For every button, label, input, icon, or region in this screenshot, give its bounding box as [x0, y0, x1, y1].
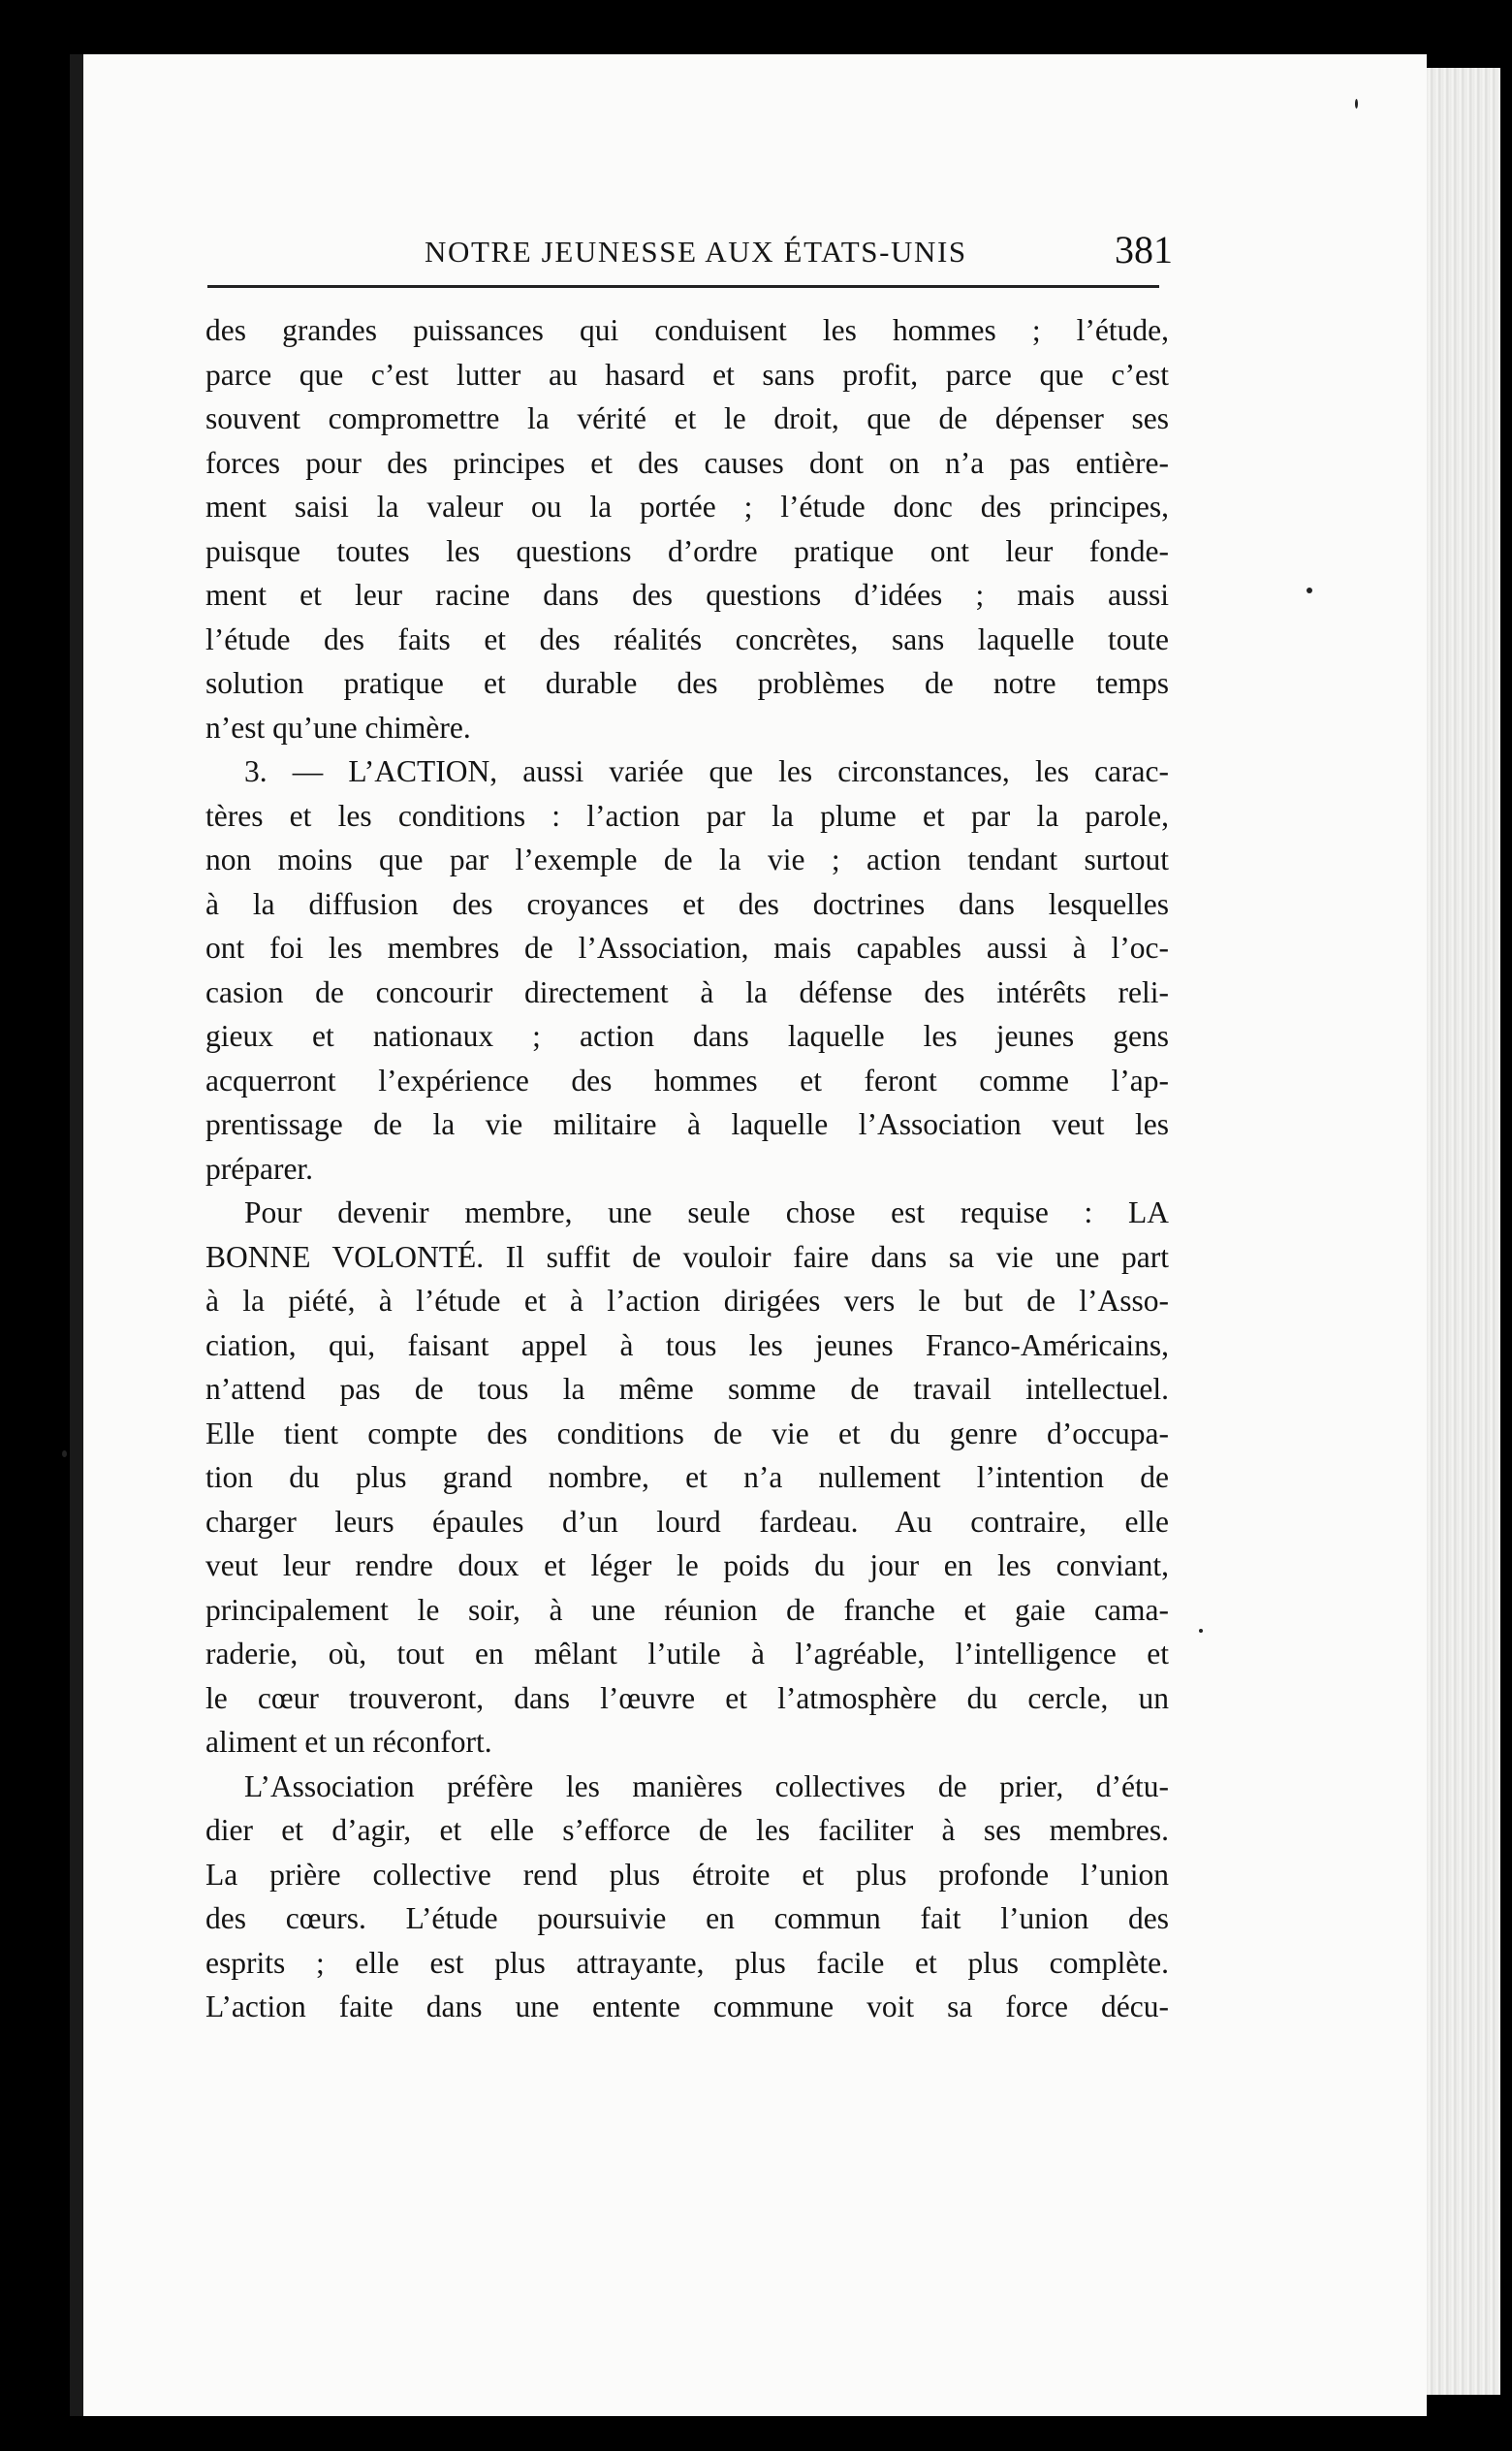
text-line: ont foi les membres de l’Association, mais capables aussi à l’oc-	[205, 931, 1169, 965]
text-line: BONNE VOLONTÉ. Il suffit de vouloir faire dans sa vie une part	[205, 1239, 1169, 1274]
page-gutter-shadow	[70, 54, 83, 2416]
text-line: prentissage de la vie militaire à laquelle l’Association veut les	[205, 1107, 1169, 1141]
text-line: acquerront l’expérience des hommes et feront comme l’ap-	[205, 1063, 1169, 1098]
text-line: aliment et un réconfort.	[205, 1725, 492, 1759]
text-line: des cœurs. L’étude poursuivie en commun fait l’union des	[205, 1901, 1169, 1935]
text-line: tères et les conditions : l’action par la plume et par la parole,	[205, 798, 1169, 833]
text-line: ment saisi la valeur ou la portée ; l’étude donc des principes,	[205, 490, 1169, 524]
text-line: casion de concourir directement à la défense des intérêts reli-	[205, 974, 1169, 1009]
text-line: des grandes puissances qui conduisent les hommes ; l’étude,	[205, 313, 1169, 347]
header-rule	[207, 285, 1159, 288]
text-line: ciation, qui, faisant appel à tous les jeunes Franco-Américains,	[205, 1327, 1169, 1362]
text-line: veut leur rendre doux et léger le poids du jour en les conviant,	[205, 1548, 1169, 1582]
text-line: l’étude des faits et des réalités concrètes, sans laquelle toute	[205, 621, 1169, 656]
text-line: ment et leur racine dans des questions d’idées ; mais aussi	[205, 578, 1169, 612]
text-line: n’attend pas de tous la même somme de travail intellectuel.	[205, 1372, 1169, 1406]
text-line: souvent compromettre la vérité et le droit, que de dépenser ses	[205, 401, 1169, 435]
scan-speck	[62, 1450, 67, 1457]
scan-speck	[1355, 99, 1358, 109]
page-number: 381	[1115, 228, 1173, 271]
text-line: raderie, où, tout en mêlant l’utile à l’agréable, l’intelligence et	[205, 1637, 1169, 1671]
text-line: solution pratique et durable des problèmes de notre temps	[205, 666, 1169, 700]
text-line: n’est qu’une chimère.	[205, 710, 471, 745]
paragraph-start-line: Pour devenir membre, une seule chose est requise : LA	[244, 1195, 1169, 1229]
section-heading-line: 3. — L’ACTION, aussi variée que les circonstances, les carac-	[244, 754, 1169, 788]
text-line: dier et d’agir, et elle s’efforce de les faciliter à ses membres.	[205, 1813, 1169, 1847]
text-line: à la diffusion des croyances et des doctrines dans lesquelles	[205, 886, 1169, 921]
paragraph-start-line: L’Association préfère les manières collectives de prier, d’étu-	[244, 1768, 1169, 1803]
text-line: La prière collective rend plus étroite et plus profonde l’union	[205, 1857, 1169, 1892]
body-text	[205, 308, 1169, 2029]
text-line: L’action faite dans une entente commune voit sa force décu-	[205, 1989, 1169, 2023]
text-line: puisque toutes les questions d’ordre pratique ont leur fonde-	[205, 533, 1169, 568]
stacked-page-edges	[1427, 68, 1500, 2395]
text-line: forces pour des principes et des causes dont on n’a pas entière-	[205, 445, 1169, 480]
page-header	[204, 225, 1177, 283]
text-line: tion du plus grand nombre, et n’a nullement l’intention de	[205, 1460, 1169, 1494]
text-line: non moins que par l’exemple de la vie ; action tendant surtout	[205, 843, 1169, 876]
text-line: parce que c’est lutter au hasard et sans profit, parce que c’est	[205, 357, 1169, 392]
text-line: principalement le soir, à une réunion de franche et gaie cama-	[205, 1592, 1169, 1627]
text-line: charger leurs épaules d’un lourd fardeau. Au contraire, elle	[205, 1504, 1169, 1539]
text-line: gieux et nationaux ; action dans laquelle les jeunes gens	[205, 1019, 1169, 1053]
scan-speck	[1199, 1629, 1203, 1633]
text-line: le cœur trouveront, dans l’œuvre et l’atmosphère du cercle, un	[205, 1680, 1169, 1715]
text-line: à la piété, à l’étude et à l’action dirigées vers le but de l’Asso-	[205, 1284, 1169, 1318]
running-title: NOTRE JEUNESSE AUX ÉTATS-UNIS	[425, 235, 967, 269]
text-line: préparer.	[205, 1151, 314, 1186]
text-line: Elle tient compte des conditions de vie et du genre d’occupa-	[205, 1416, 1169, 1450]
text-line: esprits ; elle est plus attrayante, plus facile et plus complète.	[205, 1945, 1169, 1980]
scan-speck	[1307, 588, 1312, 593]
